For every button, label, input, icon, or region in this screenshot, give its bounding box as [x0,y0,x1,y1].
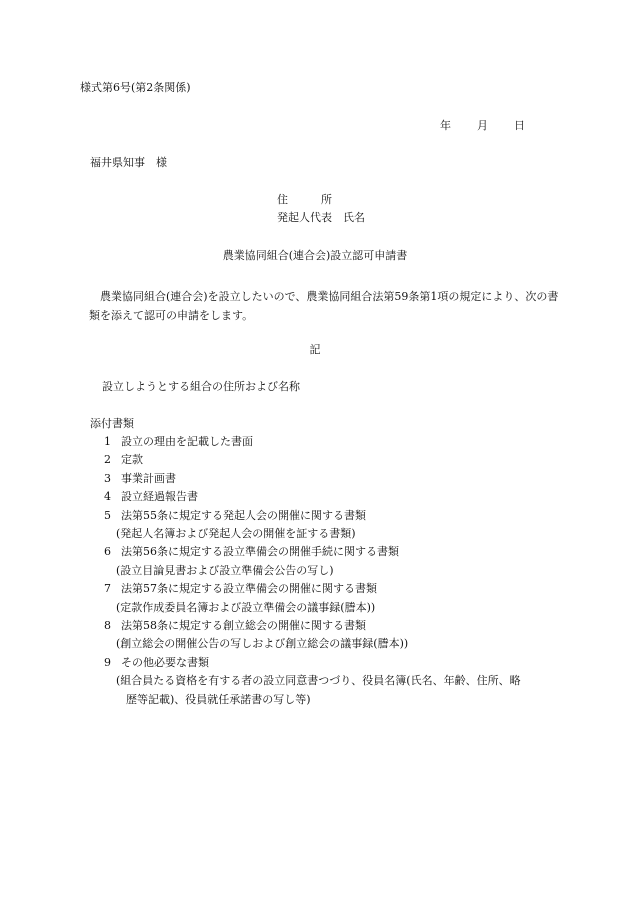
document-title: 農業協同組合(連合会)設立認可申請書 [222,249,408,262]
item-number: 8 [104,619,111,633]
item-text: 定款 [121,453,143,467]
list-item [102,507,562,544]
item-number: 6 [104,545,111,559]
item-subtext: (組合員たる資格を有する者の設立同意書つづり、役員名簿(氏名、年齢、住所、略 [116,674,521,688]
purpose-line: 設立しようとする組合の住所および名称 [102,380,300,393]
list-item [102,451,562,469]
attachments-heading: 添付書類 [90,417,134,430]
item-text: その他必要な書類 [121,655,209,669]
item-subtext: (発起人名簿および発起人会の開催を証する書類) [116,527,356,541]
date-line [440,119,525,133]
item-subtext: (創立総会の開催公告の写しおよび創立総会の議事録(謄本)) [116,637,409,651]
item-number: 2 [104,453,111,467]
attachments-list [102,433,562,709]
list-item [102,580,562,617]
item-subtext-continued: 歴等記載)、役員就任承諾書の写し等) [126,692,311,706]
item-number: 4 [104,490,111,504]
date-month-label: 月 [477,119,488,132]
item-number: 7 [104,582,111,596]
list-item [102,488,562,506]
addressee: 福井県知事 様 [90,156,167,169]
item-number: 5 [104,508,111,522]
list-item [102,543,562,580]
item-text: 法第57条に規定する設立準備会の開催に関する書類 [121,582,377,596]
list-item [102,617,562,654]
item-text: 法第58条に規定する創立総会の開催に関する書類 [121,619,366,633]
date-day-label: 日 [514,119,525,132]
ki-heading: 記 [309,343,321,356]
item-subtext: (定款作成委員名簿および設立準備会の議事録(謄本)) [116,600,376,614]
item-number: 3 [104,471,111,485]
item-number: 9 [104,655,111,669]
address-label: 住 所 [277,193,332,206]
list-item [102,654,562,709]
list-item [102,433,562,451]
item-text: 法第56条に規定する設立準備会の開催手続に関する書類 [121,545,399,559]
body-paragraph: 農業協同組合(連合会)を設立したいので、農業協同組合法第59条第1項の規定により、次の書類を添えて認可の申請をします。 [89,290,559,322]
item-text: 法第55条に規定する発起人会の開催に関する書類 [121,508,366,522]
item-text: 事業計画書 [121,471,176,485]
representative-label: 発起人代表 氏名 [277,211,365,224]
list-item [102,470,562,488]
form-number: 様式第6号(第2条関係) [80,81,191,94]
date-year-label: 年 [440,119,451,132]
item-text: 設立の理由を記載した書面 [121,435,253,448]
item-number: 1 [104,435,111,448]
item-subtext: (設立目論見書および設立準備会公告の写し) [116,563,334,577]
item-text: 設立経過報告書 [121,490,198,504]
